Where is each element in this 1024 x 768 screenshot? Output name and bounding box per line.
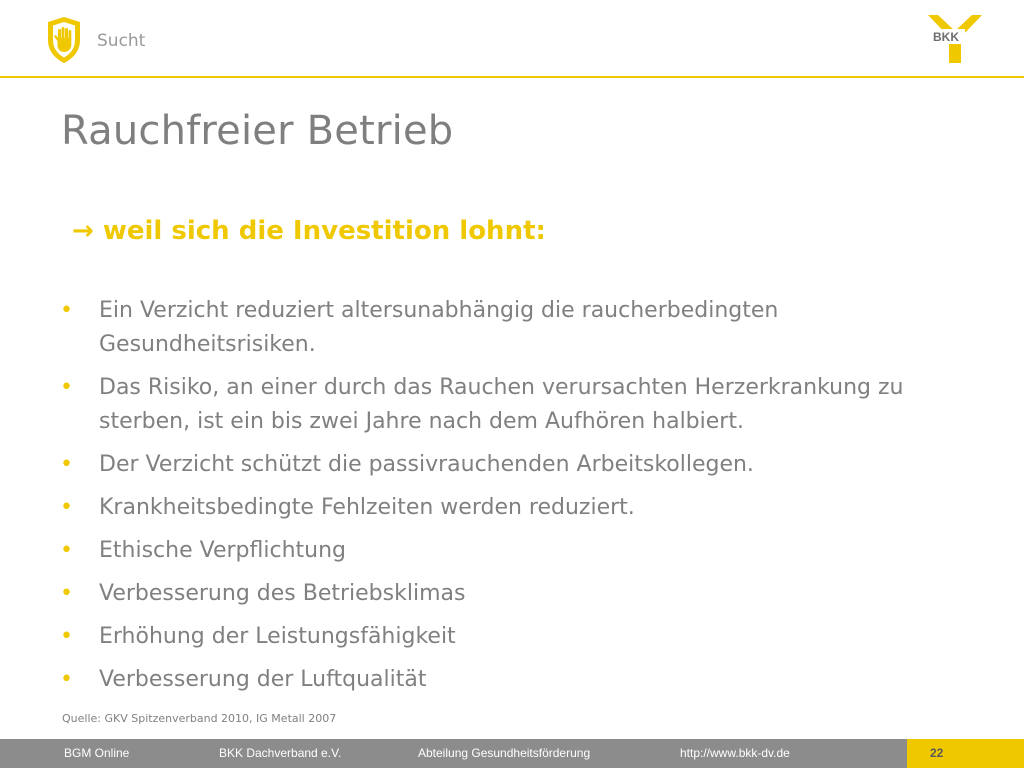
bullet-text: Verbesserung des Betriebsklimas xyxy=(99,581,466,606)
bullet-text: Erhöhung der Leistungsfähigkeit xyxy=(99,624,456,649)
list-item xyxy=(60,663,960,697)
slide-footer xyxy=(0,739,1024,768)
bullet-dot: • xyxy=(60,624,73,649)
source-note: Quelle: GKV Spitzenverband 2010, IG Metall 2007 xyxy=(62,712,337,725)
list-item xyxy=(60,448,960,482)
list-item xyxy=(60,620,960,654)
bkk-logo xyxy=(928,13,982,65)
bullet-text: Ein Verzicht reduziert altersunabhängig die raucherbedingten Gesundheitsrisiken. xyxy=(99,298,779,357)
bullet-text: Ethische Verpflichtung xyxy=(99,538,346,563)
slide-title: Rauchfreier Betrieb xyxy=(61,108,454,154)
header-divider xyxy=(0,76,1024,78)
list-item xyxy=(60,371,960,439)
bullet-list xyxy=(60,294,960,706)
bullet-dot: • xyxy=(60,495,73,520)
bullet-dot: • xyxy=(60,667,73,692)
bullet-text: Das Risiko, an einer durch das Rauchen verursachten Herzerkrankung zu sterben, ist ein bis zwei Jahre nach dem Aufhören halbiert. xyxy=(99,375,904,434)
bullet-text: Krankheitsbedingte Fehlzeiten werden reduziert. xyxy=(99,495,635,520)
svg-text:BKK: BKK xyxy=(933,30,959,44)
footer-bgm-online: BGM Online xyxy=(64,746,130,760)
bullet-dot: • xyxy=(60,375,73,400)
bullet-dot: • xyxy=(60,452,73,477)
list-item xyxy=(60,577,960,611)
list-item xyxy=(60,294,960,362)
footer-department: Abteilung Gesundheitsförderung xyxy=(418,746,591,760)
slide-subtitle: → weil sich die Investition lohnt: xyxy=(72,216,546,246)
bullet-dot: • xyxy=(60,581,73,606)
bullet-dot: • xyxy=(60,538,73,563)
bullet-text: Der Verzicht schützt die passivrauchenden Arbeitskollegen. xyxy=(99,452,754,477)
list-item xyxy=(60,534,960,568)
section-title: Sucht xyxy=(97,31,146,51)
stop-hand-shield-icon xyxy=(46,16,82,64)
footer-organization: BKK Dachverband e.V. xyxy=(219,746,342,760)
page-number: 22 xyxy=(930,746,944,760)
bullet-text: Verbesserung der Luftqualität xyxy=(99,667,427,692)
list-item xyxy=(60,491,960,525)
bullet-dot: • xyxy=(60,298,73,323)
page-number-box xyxy=(907,739,1024,768)
footer-url-link[interactable]: http://www.bkk-dv.de xyxy=(680,746,790,760)
slide-header xyxy=(0,0,1024,78)
